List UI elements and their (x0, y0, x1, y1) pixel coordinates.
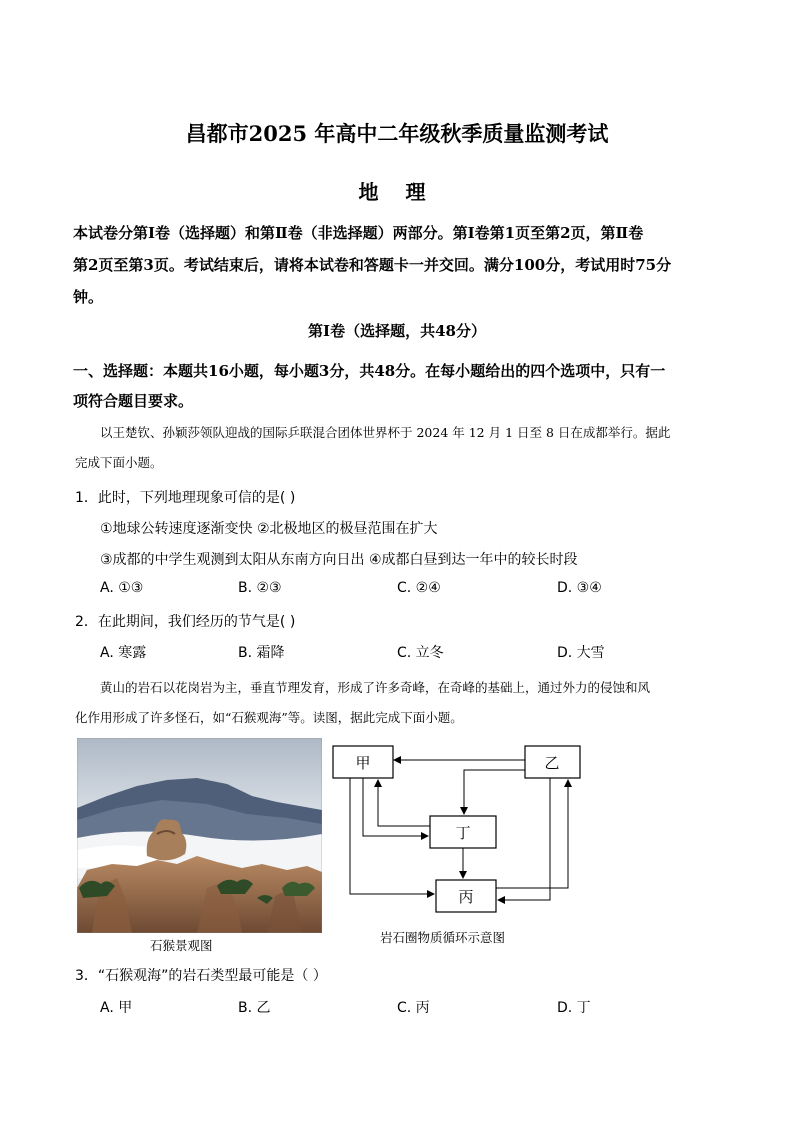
material-1-line-1: 以王楚钦、孙颖莎领队迎战的国际乒联混合团体世界杯于 2024 年 12 月 1 日至 8 日在成都举行。据此 (100, 425, 671, 440)
box-bing-label: 丙 (458, 888, 474, 906)
intro-line-1: 本试卷分第Ⅰ卷（选择题）和第Ⅱ卷（非选择题）两部分。第Ⅰ卷第1页至第2页，第Ⅱ卷 (73, 224, 644, 242)
part-one-title: 第Ⅰ卷（选择题，共48分） (308, 322, 486, 340)
stone-monkey-photo (77, 738, 322, 933)
arrow-yi-to-ding (464, 770, 525, 814)
question-2-option-b[interactable]: B. 霜降 (238, 645, 285, 661)
subject-title: 地 理 (358, 180, 436, 204)
box-yi-label: 乙 (544, 754, 560, 772)
question-1-statement-1: ①地球公转速度逐渐变快 ②北极地区的极昼范围在扩大 (100, 521, 438, 537)
arrow-yi-to-bing (498, 778, 550, 900)
question-3-option-c[interactable]: C. 丙 (397, 1000, 430, 1016)
diagram-caption: 岩石圈物质循环示意图 (380, 930, 506, 945)
question-1-statement-2: ③成都的中学生观测到太阳从东南方向日出 ④成都白昼到达一年中的较长时段 (100, 552, 578, 568)
box-ding-label: 丁 (455, 824, 471, 842)
question-2-stem: 2．在此期间，我们经历的节气是( ) (75, 614, 296, 630)
intro-line-3: 钟。 (73, 288, 104, 306)
question-1-option-c[interactable]: C. ②④ (397, 580, 441, 596)
box-jia-label: 甲 (355, 754, 371, 772)
section-one-line-1: 一、选择题：本题共16小题，每小题3分，共48分。在每小题给出的四个选项中，只有一 (73, 362, 666, 380)
question-3-option-a[interactable]: A. 甲 (100, 1000, 133, 1016)
material-2-line-1: 黄山的岩石以花岗岩为主，垂直节理发育，形成了许多奇峰，在奇峰的基础上，通过外力的侵蚀和风 (100, 680, 651, 695)
material-1-line-2: 完成下面小题。 (75, 455, 163, 470)
question-2-option-c[interactable]: C. 立冬 (397, 645, 444, 661)
question-1-option-d[interactable]: D. ③④ (557, 580, 602, 596)
rock-cycle-diagram (330, 738, 590, 918)
material-2-line-2: 化作用形成了许多怪石，如“石猴观海”等。读图，据此完成下面小题。 (75, 710, 463, 725)
question-3-option-b[interactable]: B. 乙 (238, 1000, 271, 1016)
question-3-option-d[interactable]: D. 丁 (557, 1000, 591, 1016)
photo-caption: 石猴景观图 (150, 938, 213, 953)
arrow-ding-to-jia (378, 780, 430, 826)
question-2-option-d[interactable]: D. 大雪 (557, 645, 605, 661)
question-3-stem: 3．“石猴观海”的岩石类型最可能是（ ） (75, 968, 327, 984)
question-2-option-a[interactable]: A. 寒露 (100, 645, 147, 661)
question-1-stem: 1．此时，下列地理现象可信的是( ) (75, 490, 296, 506)
exam-title: 昌都市2025 年高中二年级秋季质量监测考试 (185, 121, 609, 146)
arrow-bing-to-yi (496, 780, 568, 888)
question-1-option-a[interactable]: A. ①③ (100, 580, 144, 596)
arrow-jia-to-ding (363, 778, 428, 836)
intro-line-2: 第2页至第3页。考试结束后，请将本试卷和答题卡一并交回。满分100分，考试用时75分 (73, 256, 672, 274)
section-one-line-2: 项符合题目要求。 (73, 392, 194, 410)
question-1-option-b[interactable]: B. ②③ (238, 580, 282, 596)
